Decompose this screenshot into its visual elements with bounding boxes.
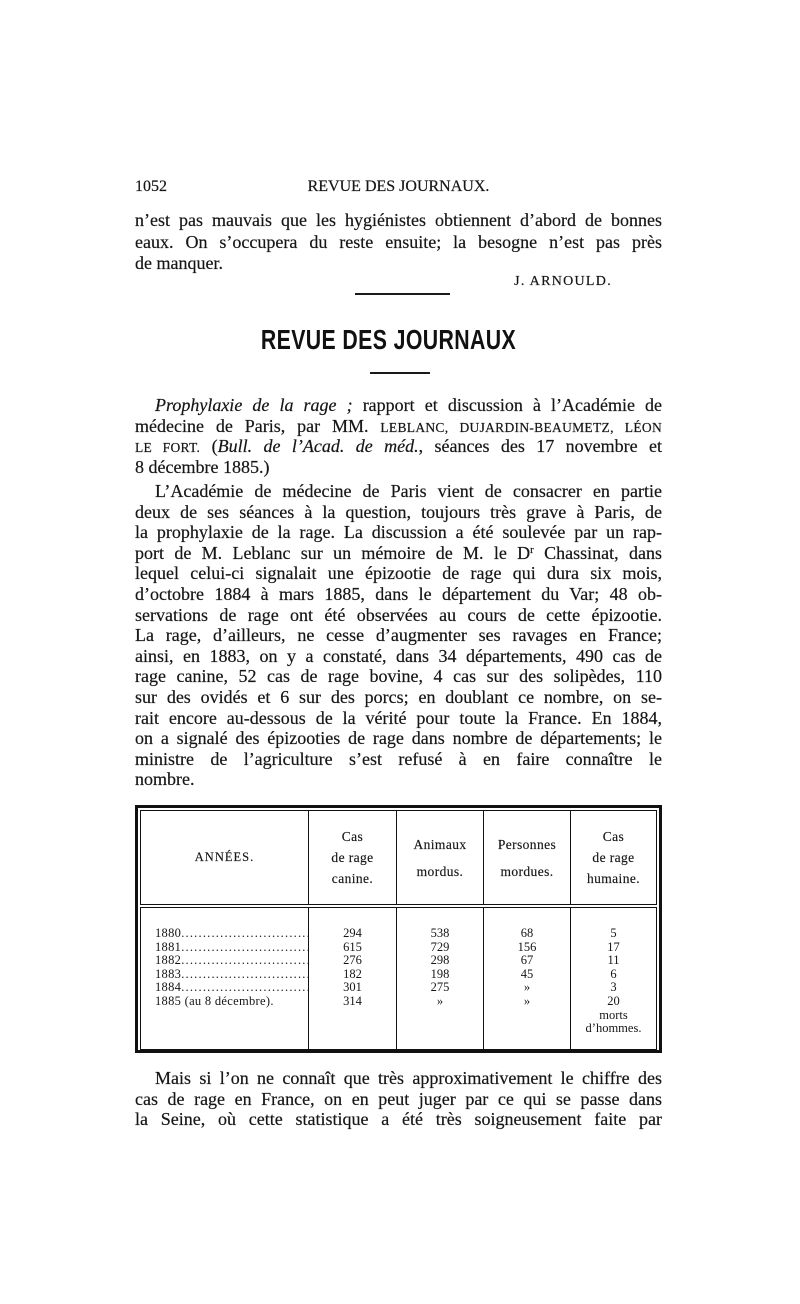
divider-rule <box>355 293 450 295</box>
header-line: Cas <box>602 829 625 844</box>
text-line: lequel celui-ci signalait une épizootie de rage qui dura six mois, <box>135 563 662 584</box>
italic-text: Prophylaxie de la rage ; <box>155 395 353 415</box>
text-line: deux de ses séances à la question, toujours très grave à Paris, de <box>135 501 662 522</box>
human-cell <box>571 927 657 941</box>
spacer-cell <box>397 1036 484 1050</box>
running-title: REVUE DES JOURNAUX. <box>307 178 490 195</box>
header-line: de rage <box>331 850 374 865</box>
text-line: sur des ovidés et 6 sur des porcs; en doublant ce nombre, on se- <box>135 686 662 707</box>
author-signature: J. ARNOULD. <box>514 274 612 289</box>
year-cell <box>141 941 309 955</box>
page-number: 1052 <box>135 178 167 195</box>
text-line <box>135 416 662 437</box>
text-run: médecine de Paris, par MM. <box>135 415 381 436</box>
text-line: L’Académie de médecine de Paris vient de consacrer en partie <box>155 481 662 501</box>
year-cell <box>141 995 309 1036</box>
canine-value: 615 <box>343 939 362 954</box>
spacer-cell <box>397 906 484 927</box>
header-line: humaine. <box>586 871 641 886</box>
table-row <box>141 981 657 995</box>
spacer-cell <box>484 906 571 927</box>
header-line: Animaux <box>413 836 467 852</box>
human-cell <box>571 968 657 982</box>
spacer-cell <box>571 906 657 927</box>
text-run: ( <box>200 436 218 457</box>
canine-cell <box>309 941 397 955</box>
text-line: cas de rage en France, on en peut juger par ce qui se passe dans <box>135 1088 662 1109</box>
table-row <box>141 968 657 982</box>
year-label: 1881 ..... <box>155 941 309 954</box>
canine-value: 294 <box>343 926 362 940</box>
animals-cell <box>397 995 484 1036</box>
spacer-cell <box>571 1036 657 1050</box>
spacer-cell <box>141 1036 309 1050</box>
table-row <box>141 941 657 955</box>
year-label: 1880 ..... <box>155 927 309 940</box>
year-label: 1885 (au 8 décembre). <box>155 994 274 1008</box>
canine-value: 314 <box>343 993 362 1008</box>
text-line: d’octobre 1884 à mars 1885, dans le département du Var; 48 ob- <box>135 583 662 604</box>
spacer-cell <box>141 906 309 927</box>
article-citation-paragraph <box>135 395 662 477</box>
text-line: ainsi, en 1883, on y a constaté, dans 34 départements, 490 cas de <box>135 645 662 666</box>
text-run: rapport et discussion à l’Académie de <box>352 395 663 415</box>
animals-value: » <box>436 993 444 1008</box>
table-spacer-row <box>141 906 657 927</box>
text-line: 8 décembre 1885.) <box>135 456 270 477</box>
human-value: morts <box>599 1007 628 1022</box>
smallcaps-text: LE FORT. <box>135 440 201 456</box>
year-cell <box>141 981 309 995</box>
divider-rule <box>370 372 430 374</box>
table-row <box>141 954 657 968</box>
text-run: , séances des 17 novembre et <box>418 436 662 457</box>
text-line: nombre. <box>135 769 195 790</box>
year-label: 1884 ..... <box>155 981 309 994</box>
header-line: ANNÉES. <box>194 850 255 864</box>
year-cell <box>141 968 309 982</box>
persons-cell <box>484 954 571 968</box>
text-line <box>135 395 662 416</box>
header-line: Personnes <box>497 836 557 852</box>
column-header-persons-bitten <box>484 811 571 907</box>
table-spacer-row <box>141 1036 657 1050</box>
human-value: 11 <box>607 953 620 968</box>
smallcaps-text: LEBLANC, DUJARDIN-BEAUMETZ, LÉON <box>380 419 662 435</box>
previous-article-closing-paragraph <box>135 210 662 275</box>
human-value: 3 <box>610 980 617 995</box>
spacer-cell <box>484 1036 571 1050</box>
column-header-animals-bitten <box>397 811 484 907</box>
text-line: rait encore au-dessous de la vérité pour toute la France. En 1884, <box>135 707 662 728</box>
animals-value: 275 <box>430 980 450 995</box>
spacer-cell <box>309 1036 397 1050</box>
text-line: de manquer. <box>135 253 223 273</box>
persons-value: 67 <box>520 953 534 968</box>
animals-value: 729 <box>430 939 450 954</box>
persons-value: » <box>523 980 531 995</box>
header-line: de rage <box>592 850 635 865</box>
table-head <box>141 811 657 907</box>
canine-cell <box>309 968 397 982</box>
human-value: d’hommes. <box>585 1021 642 1036</box>
text-line: rage canine, 52 cas de rage bovine, 4 cas sur des solipèdes, 110 <box>135 666 662 687</box>
human-cell <box>571 995 657 1036</box>
header-line: canine. <box>331 871 374 886</box>
text-line: on a signalé des épizooties de rage dans nombre de départements; le <box>135 728 662 749</box>
canine-value: 182 <box>343 966 362 981</box>
text-line: eaux. On s’occupera du reste ensuite; la besogne n’est pas près <box>135 231 662 252</box>
column-header-canine-cases <box>309 811 397 907</box>
animals-value: 298 <box>430 953 450 968</box>
text-line: servations de rage ont été observées au cours de cette épizootie. <box>135 604 662 625</box>
column-header-human-cases <box>571 811 657 907</box>
table-row <box>141 995 657 1036</box>
table-row <box>141 927 657 941</box>
rabies-statistics-table-frame <box>135 805 662 1053</box>
text-line <box>135 543 662 564</box>
table-header-row <box>141 811 657 907</box>
running-head <box>135 177 662 197</box>
text-line: la prophylaxie de la rage. La discussion a été soulevée par un rap- <box>135 522 662 543</box>
persons-value: 45 <box>520 966 534 981</box>
animals-cell <box>397 954 484 968</box>
persons-value: » <box>523 993 531 1008</box>
animals-cell <box>397 927 484 941</box>
human-cell <box>571 954 657 968</box>
spacer-cell <box>309 906 397 927</box>
canine-cell <box>309 927 397 941</box>
italic-text: Bull. de l’Acad. de méd. <box>217 436 419 457</box>
section-title: REVUE DES JOURNAUX <box>260 324 517 355</box>
canine-value: 301 <box>343 980 362 995</box>
text-line: Mais si l’on ne connaît que très approximativement le chiffre des <box>155 1068 662 1088</box>
persons-value: 156 <box>517 939 537 954</box>
text-line: La rage, d’ailleurs, ne cesse d’augmenter ses ravages en France; <box>135 625 662 646</box>
animals-cell <box>397 968 484 982</box>
year-label: 1883 ..... <box>155 968 309 981</box>
persons-cell <box>484 995 571 1036</box>
animals-value: 538 <box>430 926 450 940</box>
animals-value: 198 <box>430 966 450 981</box>
canine-cell <box>309 981 397 995</box>
text-line: la Seine, où cette statistique a été très soigneusement faite par <box>135 1109 662 1130</box>
year-cell <box>141 927 309 941</box>
human-value: 5 <box>610 926 617 940</box>
header-line: mordus. <box>416 863 464 879</box>
animals-cell <box>397 981 484 995</box>
human-value: 17 <box>607 939 620 954</box>
animals-cell <box>397 941 484 955</box>
article-body-paragraph <box>135 481 662 790</box>
persons-cell <box>484 927 571 941</box>
canine-cell <box>309 954 397 968</box>
header-line: mordues. <box>500 863 554 879</box>
canine-cell <box>309 995 397 1036</box>
rabies-statistics-table <box>140 810 657 1050</box>
persons-cell <box>484 941 571 955</box>
sup-text: r <box>530 543 534 556</box>
human-value: 20 <box>607 993 620 1008</box>
human-value: 6 <box>610 966 617 981</box>
human-cell <box>571 981 657 995</box>
year-cell <box>141 954 309 968</box>
canine-value: 276 <box>343 953 362 968</box>
header-line: Cas <box>341 829 364 844</box>
column-header-years <box>141 811 309 907</box>
persons-cell <box>484 981 571 995</box>
year-label: 1882 ..... <box>155 954 309 967</box>
table-body <box>141 906 657 1049</box>
text-line: ministre de l’agriculture s’est refusé à en faire connaître le <box>135 748 662 769</box>
persons-cell <box>484 968 571 982</box>
continuation-paragraph <box>135 1068 662 1130</box>
text-run: port de M. Leblanc sur un mémoire de M. le D <box>135 542 531 563</box>
human-cell <box>571 941 657 955</box>
text-run: Chassinat, dans <box>533 542 662 563</box>
text-line <box>135 436 662 457</box>
persons-value: 68 <box>520 926 534 940</box>
text-line: n’est pas mauvais que les hygiénistes obtiennent d’abord de bonnes <box>135 210 662 230</box>
